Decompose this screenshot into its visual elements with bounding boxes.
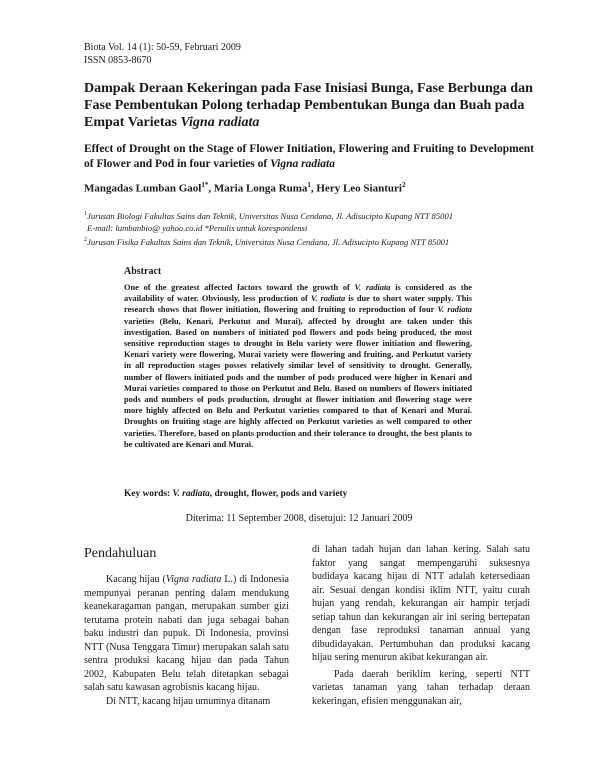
author-1: Mangadas Lumban Gaol bbox=[84, 182, 202, 195]
journal-citation: Biota Vol. 14 (1): 50-59, Februari 2009 bbox=[84, 42, 241, 53]
affiliation-2-text: Jurusan Fisika Fakultas Sains dan Teknik, Universitas Nusa Cendana, Jl. Adisucipto Kupang NTT 85001 bbox=[87, 236, 450, 247]
title-id-species: Vigna radiata bbox=[180, 115, 260, 130]
journal-header bbox=[84, 41, 241, 67]
keywords bbox=[124, 489, 484, 499]
abstract-species: V. radiata bbox=[354, 283, 391, 292]
received-accepted-dates: Diterima: 11 September 2008, disetujui: 12 Januari 2009 bbox=[185, 513, 413, 524]
paragraph: Pada daerah beriklim kering, seperti NTT varietas tanaman yang tahan terhadap deraan kekeringan, efisien menggunakan air, bbox=[312, 668, 530, 707]
affiliations bbox=[84, 208, 544, 248]
paragraph-text: Kacang hijau ( bbox=[106, 574, 166, 585]
abstract-body bbox=[124, 282, 472, 450]
author-3: Hery Leo Sianturi bbox=[316, 182, 402, 195]
author-1-mark: 1* bbox=[201, 181, 209, 189]
paper-title-indonesian bbox=[84, 80, 544, 131]
corresponding-email: E-mail: lumbanbio@ yahoo.co.id *Penulis untuk korespondensi bbox=[87, 222, 308, 233]
paragraph: di lahan tadah hujan dan lahan kering. Salah satu faktor yang sangat mempengaruhi suksesnya budidaya kacang hijau di NTT adalah ketersediaan air. Sesuai dengan kondisi iklim NTT, yaitu curah hujan yang rendah, kekurangan air hampir terjadi setiap tahun dan kekurangan air ini sering bertepatan dengan fase reproduksi tanaman annual yang dibudidayakan. Pertumbuhan dan produksi kacang hijau sering menurun akibat kekurangan air. bbox=[312, 544, 530, 663]
title-en-text: Effect of Drought on the Stage of Flower Initiation, Flowering and Fruiting to Development of Flower and Pod in four varieties of bbox=[84, 143, 534, 170]
body-column-left bbox=[84, 573, 289, 708]
section-heading: Pendahuluan bbox=[84, 546, 157, 561]
paragraph-species: Vigna radiata bbox=[165, 574, 222, 585]
keywords-label: Key words: bbox=[124, 489, 173, 499]
author-3-mark: 2 bbox=[401, 181, 406, 189]
keywords-species: V. radiata bbox=[172, 489, 210, 499]
journal-issn: ISSN 0853-8670 bbox=[84, 55, 152, 66]
affiliation-2 bbox=[84, 234, 544, 248]
abstract-text: is considered as the availability of water. Obviously, less production of bbox=[124, 283, 472, 304]
abstract-text: is due to short water supply. This research shows that flower initiation, flowering and fruiting to reproduction of four bbox=[124, 294, 472, 315]
affiliation-1-mark: 1 bbox=[84, 211, 87, 217]
author-2-mark: 1 bbox=[307, 181, 311, 189]
abstract-heading: Abstract bbox=[124, 266, 162, 277]
paragraph: Di NTT, kacang hijau umumnya ditanam bbox=[106, 695, 271, 707]
author-separator: , bbox=[310, 182, 317, 195]
abstract-species: V. radiata bbox=[310, 294, 346, 304]
abstract-text: One of the greatest affected factors toward the growth of bbox=[124, 283, 355, 292]
title-en-species: Vigna radiata bbox=[270, 158, 335, 170]
paragraph bbox=[84, 573, 289, 695]
affiliation-1 bbox=[84, 208, 544, 222]
affiliation-1-text: Jurusan Biologi Fakultas Sains dan Teknik, Universitas Nusa Cendana, Jl. Adisucipto Kupang NTT 85001 bbox=[87, 210, 454, 221]
author-list bbox=[84, 181, 405, 195]
title-id-text: Dampak Deraan Kekeringan pada Fase Inisiasi Bunga, Fase Berbunga dan Fase Pembentukan Polong terhadap Pembentukan Bunga dan Buah pada Empat Varietas bbox=[84, 81, 533, 130]
paragraph-text: L.) di Indonesia mempunyai peranan penting dalam mendukung keanekaragaman pangan, merupakan sumber gizi terutama protein nabati dan juga sebagai bahan baku industri dan pupuk. Di Indonesia, provinsi NTT (Nusa Tenggara Timur) merupakan salah satu sentra produksi kacang hijau dan pada Tahun 2002, Kabupaten Belu telah ditetapkan sebagai salah satu kawasan agrobisnis kacang hijau. bbox=[84, 574, 290, 693]
abstract-text: varieties (Belu, Kenari, Perkutut and Murai), affected by drought are taken under this investigation. Based on numbers of initiated pod flowers and pods being produced, the most sensitive reproduction stages to drought in Belu variety were flower initiation and flowering, Kenari variety were flowering, Murai variety were flowering and fruiting, and Perkutut variety in all reproduction stages posses relatively similar level of sensitivity to drought. Generally, number of flowers initiated pods and the number of pods produced were higher in Kenari and Murai varieties compared to those on Perkutut and Belu. Based on numbers of flowers initiated pods and numbers of pods production, drought at flower initiation and flowering stage were more highly affected on Belu and Perkutut varieties compared to that of Kenari and Murai. Droughts on fruiting stage are highly affected on Perkutut varieties as well compared to other varieties. Therefore, based on plants production and their tolerance to drought, the best plants to be cultivated are Kenari and Murai. bbox=[124, 316, 472, 449]
affiliation-2-mark: 2 bbox=[84, 236, 87, 243]
paper-title-english bbox=[84, 142, 534, 172]
abstract-species: V. radiata bbox=[437, 305, 472, 315]
author-2: Maria Longa Ruma bbox=[213, 182, 308, 195]
body-column-right bbox=[312, 543, 530, 708]
keywords-list: , drought, flower, pods and variety bbox=[209, 489, 348, 499]
author-separator: , bbox=[208, 182, 214, 195]
